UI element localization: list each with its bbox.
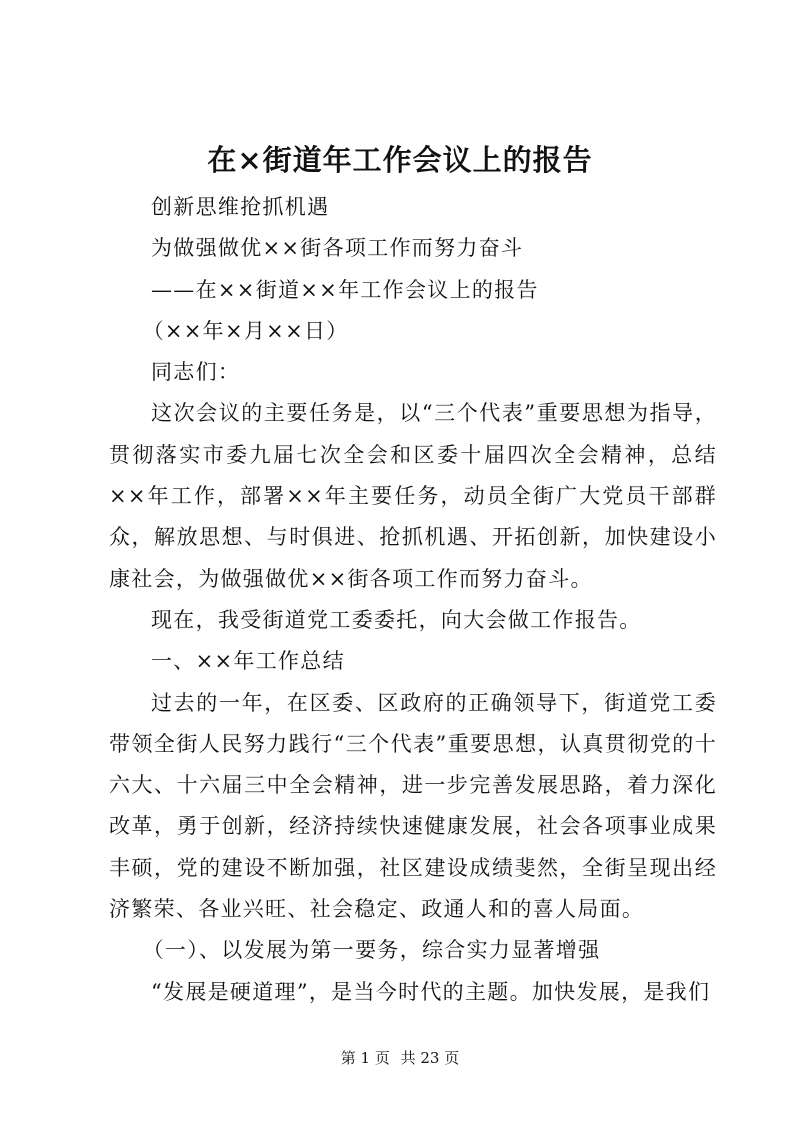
body-paragraph: 现在，我受街道党工委委托，向大会做工作报告。: [151, 607, 642, 632]
body-paragraph: 过去的一年，在区委、区政府的正确领导下，街道党工委带领全街人民努力践行“三个代表”重要思想，认真贯彻党的十六大、十六届三中全会精神，进一步完善发展思路，着力深化改革，勇于创新，经济持续快速健康发展，社会各项事业成果丰硕，党的建设不断加强，社区建设成绩斐然，全街呈现出经济繁荣、各业兴旺、社会稳定、政通人和的喜人局面。: [109, 690, 717, 922]
page-total: 共 23 页: [400, 1049, 460, 1067]
body-paragraph: “发展是硬道理”，是当今时代的主题。加快发展，是我们: [151, 979, 711, 1004]
body-paragraph: 这次会议的主要任务是，以“三个代表”重要思想为指导，贯彻落实市委九届七次全会和区委十届四次全会精神，总结××年工作，部署××年主要任务，动员全街广大党员干部群众，解放思想、与时俱进、抢抓机遇、开拓创新，加快建设小康社会，为做强做优××街各项工作而努力奋斗。: [109, 401, 717, 591]
subtitle-line: 创新思维抢抓机遇: [151, 195, 330, 219]
subsection-heading: （一）、以发展为第一要务，综合实力显著增强: [142, 938, 601, 963]
page-footer: [0, 1047, 800, 1069]
section-heading: 一、××年工作总结: [151, 649, 345, 674]
page-number: 第 1 页: [340, 1049, 390, 1067]
subtitle-line: ——在××街道××年工作会议上的报告: [151, 277, 539, 302]
subtitle-line: 为做强做优××街各项工作而努力奋斗: [151, 236, 524, 261]
document-title: 在×街道年工作会议上的报告: [207, 143, 593, 177]
salutation: 同志们：: [151, 360, 241, 385]
date-line: （××年×月××日）: [142, 318, 349, 343]
document-body: [109, 187, 717, 1013]
